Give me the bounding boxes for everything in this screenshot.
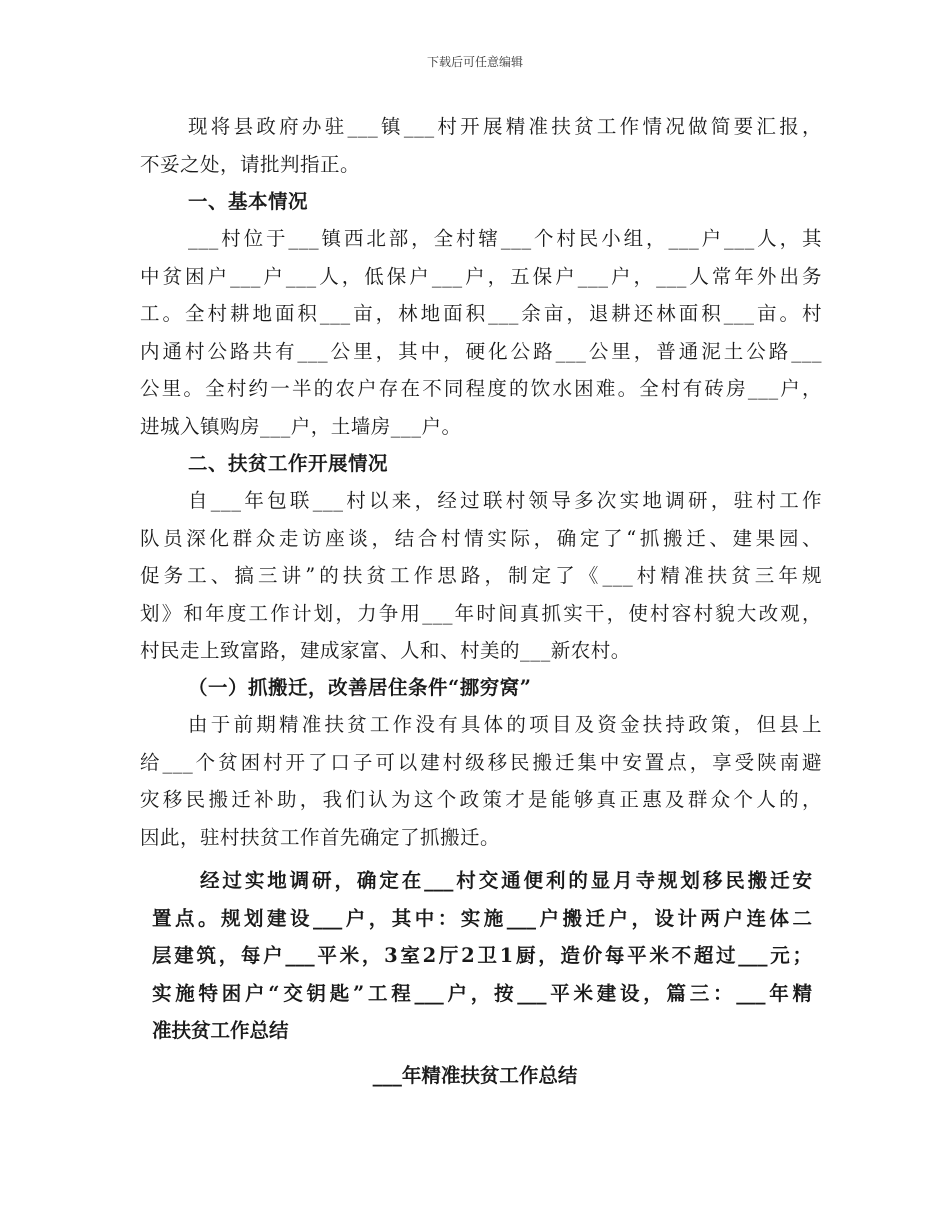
basic-paragraph	[140, 220, 822, 445]
text-line: 实施特困户“交钥匙”工程___户，按___平米建设，篇三：___年精	[152, 981, 812, 1005]
work-paragraph	[140, 482, 822, 670]
text-line: 由于前期精准扶贫工作没有具体的项目及资金扶持政策，但县上	[188, 713, 822, 736]
document-subtitle: ___年精准扶贫工作总结	[372, 1064, 578, 1087]
bold-paragraph	[152, 862, 812, 1050]
text-line: 进城入镇购房___户，土墙房___户。	[140, 414, 462, 438]
text-line: 自___年包联___村以来，经过联村领导多次实地调研，驻村工作	[188, 489, 822, 512]
text-line: 划》和年度工作计划，力争用___年时间真抓实干，使村容村貌大改观，	[140, 601, 822, 625]
text-line: ___村位于___镇西北部，全村辖___个村民小组，___户___人，其	[188, 227, 822, 250]
text-line: 不妥之处，请批判指正。	[140, 152, 361, 176]
text-line: 给___个贫困村开了口子可以建村级移民搬迁集中安置点，享受陕南避	[140, 750, 822, 774]
section-heading-work	[140, 445, 822, 483]
text-line: 现将县政府办驻___镇___村开展精准扶贫工作情况做简要汇报，	[188, 115, 822, 138]
text-line: 经过实地调研，确定在___村交通便利的显月寺规划移民搬迁安	[200, 869, 812, 892]
section-heading-basic	[140, 183, 822, 221]
text-line: 促务工、搞三讲”的扶贫工作思路，制定了《___村精准扶贫三年规	[140, 564, 822, 587]
text-line: 队员深化群众走访座谈，结合村情实际，确定了“抓搬迁、建果园、	[140, 526, 822, 550]
text-line: 公里。全村约一半的农户存在不同程度的饮水困难。全村有砖房___户，	[140, 377, 822, 400]
subsection-heading: （一）抓搬迁，改善居住条件“挪穷窝”	[188, 676, 532, 699]
section-heading: 二、扶贫工作开展情况	[188, 452, 389, 475]
text-line: 工。全村耕地面积___亩，林地面积___余亩，退耕还林面积___亩。村	[140, 302, 822, 325]
intro-paragraph	[140, 108, 822, 183]
text-line: 因此，驻村扶贫工作首先确定了抓搬迁。	[140, 825, 501, 849]
text-line: 内通村公路共有___公里，其中，硬化公路___公里，普通泥土公路___	[140, 339, 822, 363]
text-line: 灾移民搬迁补助，我们认为这个政策才是能够真正惠及群众个人的，	[140, 788, 822, 811]
text-line: 中贫困户___户___人，低保户___户，五保户___户，___人常年外出务	[140, 264, 822, 288]
text-line: 村民走上致富路，建成家富、人和、村美的___新农村。	[140, 639, 631, 662]
text-line: 准扶贫工作总结	[152, 1019, 289, 1042]
page-header-note: 下载后可任意编辑	[426, 55, 523, 69]
section-heading: 一、基本情况	[188, 190, 309, 213]
subsection-heading-relocation	[140, 669, 822, 707]
text-line: 层建筑，每户___平米，3室2厅2卫1厨，造价每平米不超过___元；	[152, 944, 812, 967]
relocation-paragraph	[140, 706, 822, 856]
text-line: 置点。规划建设___户，其中：实施___户搬迁户，设计两户连体二	[152, 906, 812, 930]
